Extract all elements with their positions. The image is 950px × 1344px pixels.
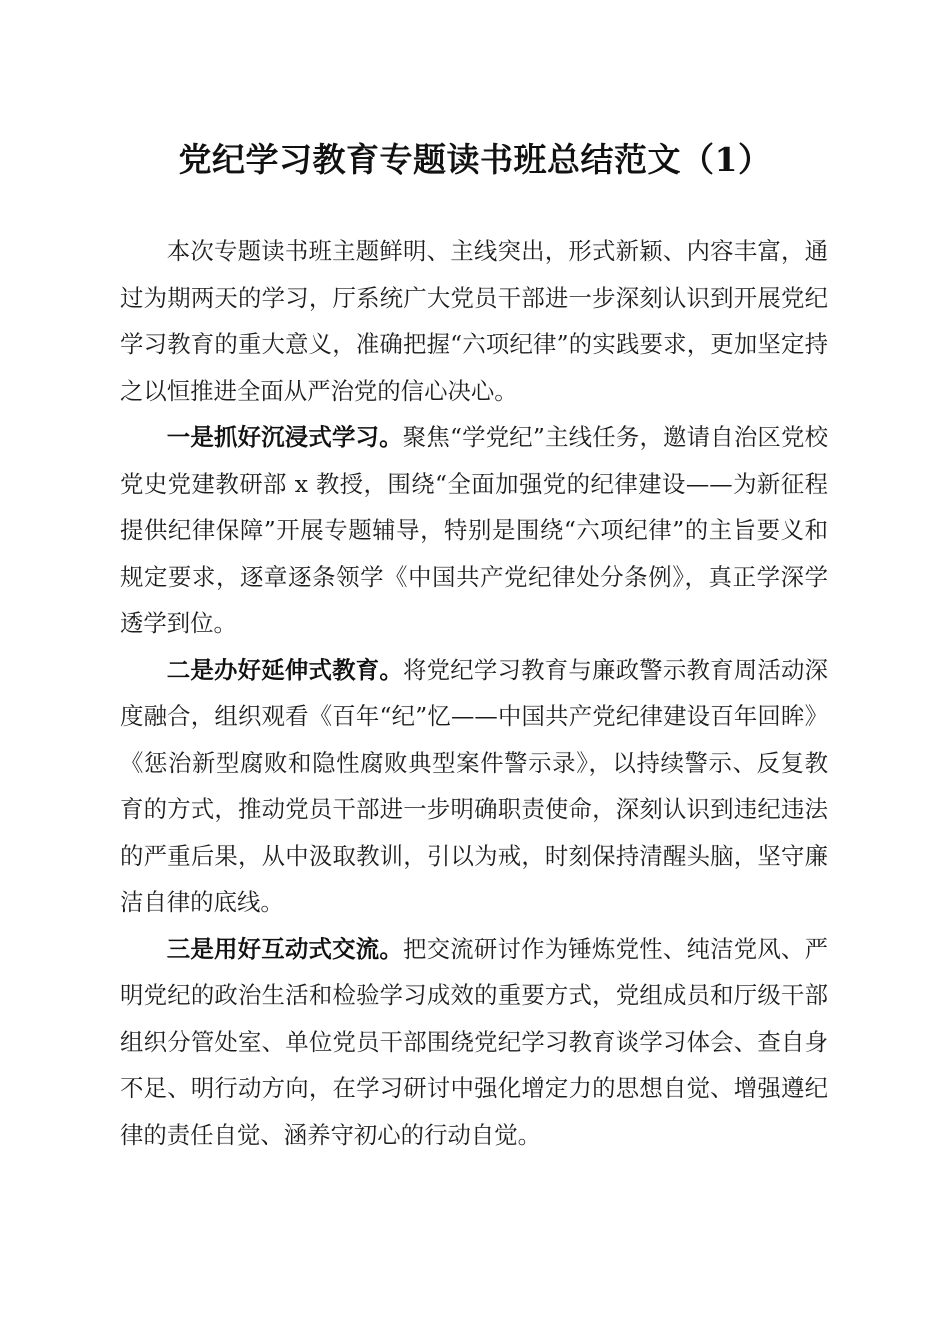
paragraph-intro [120,228,828,414]
paragraph-interactive-exchange [120,926,828,1159]
document-title: 党纪学习教育专题读书班总结范文（1） [178,140,772,179]
paragraph-text: 聚焦“学党纪”主线任务，邀请自治区党校党史党建教研部 x 教授，围绕“全面加强党的纪律建设——为新征程提供纪律保障”开展专题辅导，特别是围绕“六项纪律”的主旨要义和规定要求，逐章逐条领学《中国共产党纪律处分条例》，真正学深学透学到位。 [120,423,829,637]
document-body [120,228,828,1158]
paragraph-lead: 一是抓好沉浸式学习。 [166,423,403,451]
paragraph-lead: 三是用好互动式交流。 [166,934,404,963]
paragraph-lead: 二是办好延伸式教育。 [166,655,404,684]
paragraph-text: 本次专题读书班主题鲜明、主线突出，形式新颖、内容丰富，通过为期两天的学习，厅系统广大党员干部进一步深刻认识到开展党纪学习教育的重大意义，准确把握“六项纪律”的实践要求，更加坚定持之以恒推进全面从严治党的信心决心。 [120,237,828,405]
paragraph-text: 将党纪学习教育与廉政警示教育周活动深度融合，组织观看《百年“纪”忆——中国共产党纪律建设百年回眸》《惩治新型腐败和隐性腐败典型案件警示录》，以持续警示、反复教育的方式，推动党员干部进一步明确职责使命，深刻认识到违纪违法的严重后果，从中汲取教训，引以为戒，时刻保持清醒头脑，坚守廉洁自律的底线。 [120,655,829,916]
paragraph-extended-education [120,647,828,926]
paragraph-text: 把交流研讨作为锤炼党性、纯洁党风、严明党纪的政治生活和检验学习成效的重要方式，党组成员和厅级干部组织分管处室、单位党员干部围绕党纪学习教育谈学习体会、查自身不足、明行动方向，在学习研讨中强化增定力的思想自觉、增强遵纪律的责任自觉、涵养守初心的行动自觉。 [120,934,829,1149]
paragraph-immersive-study [120,414,828,647]
